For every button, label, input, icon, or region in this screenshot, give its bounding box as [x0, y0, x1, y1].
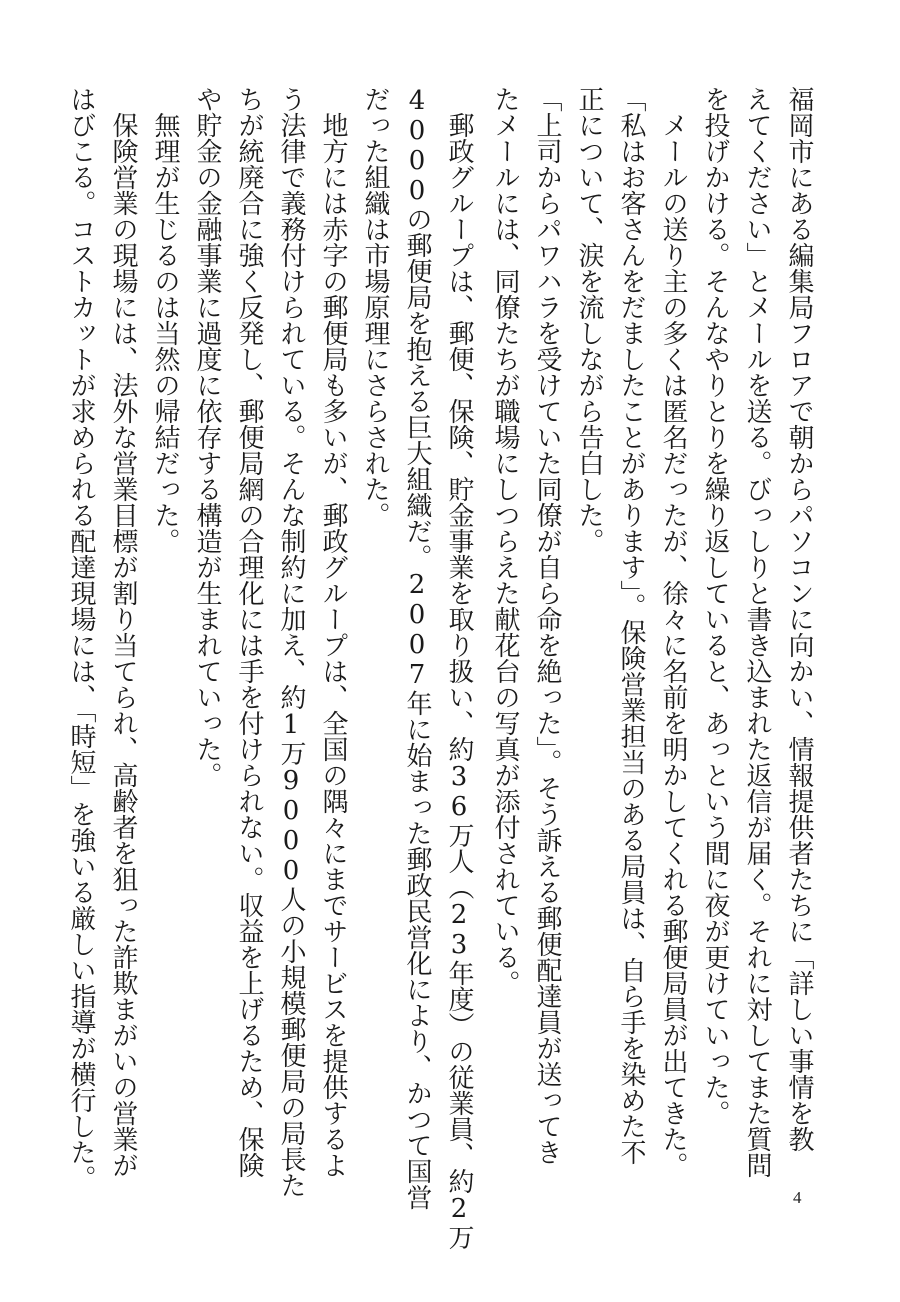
text-column: 4000の郵便局を抱える巨大組織だ。2007年に始まった郵政民営化により、かつて国営: [402, 86, 432, 1210]
text-column: はびこる。コストカットが求められる配達現場には、「時短」を強いる厳しい指導が横行した。: [66, 86, 96, 1191]
text-column: ちが統廃合に強く反発し、郵便局網の合理化には手を付けられない。収益を上げるため、保険: [234, 86, 264, 1178]
text-column: 地方には赤字の郵便局も多いが、郵政グループは、全国の隅々にまでサービスを提供するよ: [318, 86, 348, 1178]
text-column: だった組織は市場原理にさらされた。: [360, 86, 390, 528]
text-column: 「上司からパワハラを受けていた同僚が自ら命を絶った」。そう訴える郵便配達員が送ってき: [532, 86, 562, 1165]
text-column: 無理が生じるのは当然の帰結だった。: [150, 86, 180, 554]
text-section-second: [60, 86, 480, 1250]
text-column: 「私はお客さんをだましたことがあります」。保険営業担当のある局員は、自ら手を染めた不: [616, 86, 646, 1165]
text-column: 保険営業の現場には、法外な営業目標が割り当てられ、高齢者を狙った詐欺まがいの営業が: [108, 86, 138, 1178]
page-number: 4: [793, 1188, 802, 1207]
text-section-first: [484, 86, 820, 1178]
text-column: メールの送り主の多くは匿名だったが、徐々に名前を明かしてくれる郵便局員が出てきた。: [658, 86, 688, 1178]
text-column: 郵政グループは、郵便、保険、貯金事業を取り扱い、約36万人（23年度）の従業員、約2万: [444, 86, 474, 1250]
text-column: 福岡市にある編集局フロアで朝からパソコンに向かい、情報提供者たちに「詳しい事情を教: [784, 86, 814, 1152]
text-column: や貯金の金融事業に過度に依存する構造が生まれていった。: [192, 86, 222, 788]
text-column: たメールには、同僚たちが職場にしつらえた献花台の写真が添付されている。: [490, 86, 520, 996]
text-column: を投げかける。そんなやりとりを繰り返していると、あっという間に夜が更けていった。: [700, 86, 730, 1126]
text-column: えてください」とメールを送る。びっしりと書き込まれた返信が届く。それに対してまた質問: [742, 86, 772, 1178]
text-column: う法律で義務付けられている。そんな制約に加え、約1万9000人の小規模郵便局の局長た: [276, 86, 306, 1198]
text-column: 正について、涙を流しながら告白した。: [574, 86, 604, 554]
